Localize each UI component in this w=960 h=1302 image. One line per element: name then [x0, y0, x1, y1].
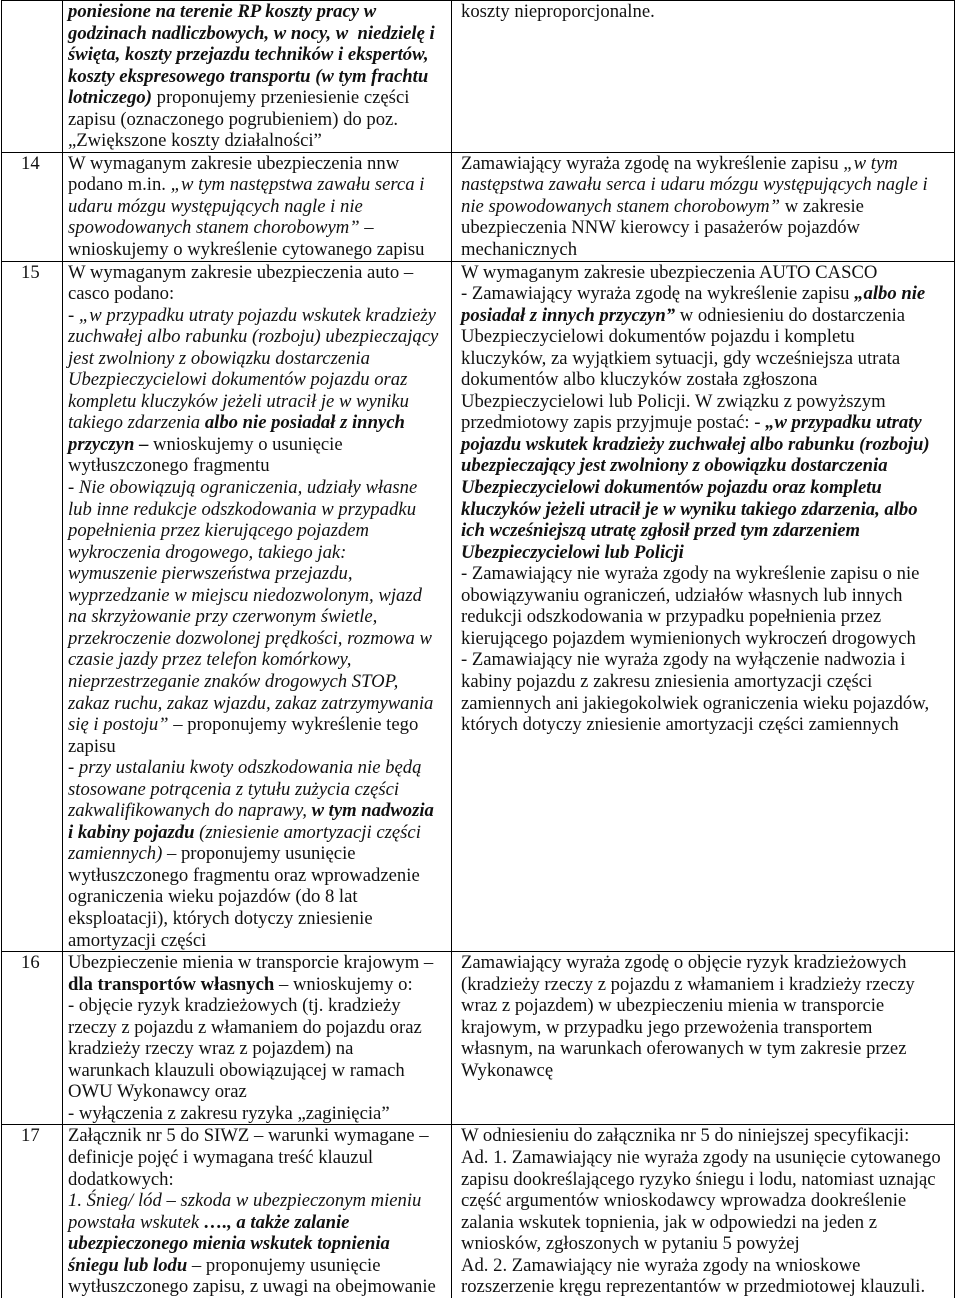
- question-line: [68, 930, 451, 952]
- question-text: albo nie posiadał z innych: [204, 412, 405, 434]
- question-text: wnioskujemy o wykreślenie cytowanego zapisu: [68, 239, 425, 261]
- question-line: [68, 736, 451, 758]
- question-text: –: [134, 433, 149, 455]
- question-line: [68, 800, 451, 822]
- question-text: zapisu (oznaczonego pogrubieniem) do poz.: [68, 108, 398, 130]
- answer-line: [461, 499, 954, 521]
- question-line: [68, 952, 451, 974]
- question-line: [68, 693, 451, 715]
- question-line: [68, 628, 451, 650]
- answer-line: [461, 1255, 954, 1277]
- answer-text: wraz z pojazdem) w ubezpieczeniu mienia w transporcie: [461, 995, 885, 1017]
- question-text: Ubezpieczenie mienia w transporcie krajowym –: [68, 952, 434, 974]
- question-text: …., a także zalanie: [203, 1211, 350, 1233]
- question-text: dla transportów własnych: [68, 973, 275, 995]
- question-cell: [63, 152, 452, 261]
- question-text: zakwalifikowanych do naprawy,: [68, 800, 312, 822]
- question-text: powstała wskutek: [68, 1211, 204, 1233]
- answer-line: [461, 153, 954, 175]
- answer-text: kluczyków, za wyjątkiem sytuacji, gdy wcześniejsza utrata: [461, 347, 901, 369]
- answer-text: W wymaganym zakresie ubezpieczenia AUTO CASCO: [461, 261, 878, 283]
- question-text: 1. Śnieg/ lód – szkoda w ubezpieczonym mieniu: [68, 1190, 422, 1212]
- question-text: kompletu kluczyków jeżeli utracił je w wyniku: [68, 390, 409, 412]
- question-line: [68, 908, 451, 930]
- answer-text: przedmiotowy zapis przyjmuje postać: -: [461, 412, 766, 434]
- question-line: [68, 239, 451, 261]
- question-cell: [63, 1125, 452, 1298]
- question-line: [68, 1212, 451, 1234]
- answer-text: ich wcześniejszą utratę zgłosił przed tym zdarzeniem: [461, 520, 861, 542]
- answer-line: [461, 348, 954, 370]
- question-text: definicje pojęć i wymagana treść klauzul: [68, 1146, 374, 1168]
- answer-line: [461, 477, 954, 499]
- answer-text: kluczyków jeżeli utracił je w wyniku takiego zdarzenia, albo: [461, 498, 918, 520]
- answer-text: mechanicznych: [461, 239, 578, 261]
- answer-line: [461, 1190, 954, 1212]
- table-row: [2, 952, 955, 1125]
- table-row: [2, 261, 955, 952]
- answer-text: w odniesieniu do dostarczenia: [675, 304, 906, 326]
- question-line: [68, 1190, 451, 1212]
- question-line: [68, 1125, 451, 1147]
- question-text: na skrzyżowanie przy czerwonym świetle,: [68, 606, 378, 628]
- question-line: [68, 974, 451, 996]
- answer-line: [461, 305, 954, 327]
- question-line: [68, 262, 451, 284]
- question-line: [68, 1081, 451, 1103]
- question-text: „w przypadku utraty pojazdu wskutek kradzieży: [78, 304, 436, 326]
- question-text: – proponujemy usunięcie: [162, 843, 356, 865]
- question-text: - objęcie ryzyk kradzieżowych (tj. kradzieży: [68, 995, 401, 1017]
- question-text: stosowane potrącenia z tytułu zużycia części: [68, 778, 400, 800]
- question-text: proponujemy przeniesienie części: [151, 87, 410, 109]
- answer-text: kierującego pojazdem wymienionych wykroczeń drogowych: [461, 627, 916, 649]
- answer-text: pojazdu wskutek kradzieży zuchwałej albo rabunku (rozboju): [461, 433, 930, 455]
- answer-line: [461, 693, 954, 715]
- question-text: - przy ustalaniu kwoty odszkodowania nie będą: [68, 757, 422, 779]
- answer-cell: [452, 1125, 955, 1298]
- question-text: godzinach nadliczbowych, w nocy, w niedzielę i: [68, 22, 435, 44]
- answer-line: [461, 262, 954, 284]
- question-text: -: [68, 304, 79, 326]
- question-text: wnioskujemy o usunięcie: [148, 433, 343, 455]
- question-text: Załącznik nr 5 do SIWZ – warunki wymagane –: [68, 1125, 429, 1147]
- question-line: [68, 1, 451, 23]
- answer-line: [461, 196, 954, 218]
- answer-line: [461, 434, 954, 456]
- question-text: zamiennych): [68, 843, 163, 865]
- question-line: [68, 542, 451, 564]
- question-text: casco podano:: [68, 283, 175, 305]
- question-line: [68, 585, 451, 607]
- question-text: zapisu: [68, 735, 116, 757]
- question-text: lotniczego): [68, 87, 152, 109]
- question-line: [68, 196, 451, 218]
- answer-text: „w przypadku utraty: [765, 412, 922, 434]
- answer-text: „albo nie: [854, 283, 926, 305]
- question-line: [68, 1233, 451, 1255]
- question-text: święta, koszty przejazdu techników i ekspertów,: [68, 44, 429, 66]
- question-text: spowodowanych stanem chorobowym”: [68, 217, 360, 239]
- answer-line: [461, 1060, 954, 1082]
- question-line: [68, 477, 451, 499]
- answer-text: Ubezpieczycielowi lub Policji. W związku z powyższym: [461, 390, 886, 412]
- question-text: Ubezpieczycielowi dokumentów pojazdu oraz: [68, 369, 408, 391]
- question-line: [68, 412, 451, 434]
- question-text: ubezpieczonego mienia wskutek topnienia: [68, 1233, 390, 1255]
- question-line: [68, 44, 451, 66]
- question-line: [68, 1276, 451, 1298]
- question-line: [68, 671, 451, 693]
- row-number: 14: [2, 152, 63, 261]
- question-text: wyprzedzanie w miejscu niedozwolonym, wjazd: [68, 584, 422, 606]
- question-text: popełnienia przez kierującego pojazdem: [68, 520, 370, 542]
- answer-line: [461, 649, 954, 671]
- question-text: wytłuszczonego fragmentu: [68, 455, 270, 477]
- answer-text: kabiny pojazdu z zakresu zniesienia amortyzacji części: [461, 670, 873, 692]
- table-body: [2, 1, 955, 1298]
- question-text: OWU Wykonawcy oraz: [68, 1081, 247, 1103]
- question-text: wytłuszczonego zapisu, z uwagi na obejmowanie: [68, 1276, 436, 1298]
- question-text: się i postoju”: [68, 714, 169, 736]
- question-text: śniegu lub lodu: [68, 1254, 188, 1276]
- answer-text: Zamawiający wyraża zgodę o objęcie ryzyk kradzieżowych: [461, 952, 907, 974]
- answer-line: [461, 974, 954, 996]
- question-text: W wymaganym zakresie ubezpieczenia auto –: [68, 261, 414, 283]
- question-text: jest zwolniony z obowiązku dostarczenia: [68, 347, 370, 369]
- question-text: „w tym następstwa zawału serca i: [170, 174, 425, 196]
- question-text: - Nie obowiązują ograniczenia, udziały własne: [68, 477, 418, 499]
- question-text: wymuszenie pierwszeństwa przejazdu,: [68, 563, 353, 585]
- answer-line: [461, 1125, 954, 1147]
- row-number: 15: [2, 261, 63, 952]
- answer-cell: [452, 1, 955, 153]
- answer-text: - Zamawiający wyraża zgodę na wykreślenie zapisu: [461, 283, 855, 305]
- question-text: zuchwałej albo rabunku (rozboju) ubezpieczający: [68, 326, 439, 348]
- answer-text: własnym, na warunkach oferowanych w tym zakresie przez: [461, 1038, 907, 1060]
- questions-answers-table: [1, 0, 955, 1298]
- question-text: – wnioskujemy o:: [274, 973, 413, 995]
- answer-line: [461, 369, 954, 391]
- answer-line: [461, 239, 954, 261]
- answer-line: [461, 1212, 954, 1234]
- question-line: [68, 434, 451, 456]
- question-text: podano m.in.: [68, 174, 171, 196]
- question-text: wykroczenia drogowego, takiego jak:: [68, 541, 347, 563]
- answer-text: Ad. 2. Zamawiający nie wyraża zgody na wnioskowe: [461, 1254, 861, 1276]
- question-text: eksploatacji), których dotyczy zniesienie: [68, 907, 373, 929]
- question-text: czasie jazdy przez telefon komórkowy,: [68, 649, 352, 671]
- answer-text: ubezpieczający jest zwolniony z obowiązku dostarczenia: [461, 455, 888, 477]
- answer-line: [461, 174, 954, 196]
- question-text: „Zwiększone koszty działalności”: [68, 130, 322, 152]
- answer-line: [461, 1169, 954, 1191]
- question-line: [68, 66, 451, 88]
- answer-cell: [452, 152, 955, 261]
- question-line: [68, 1060, 451, 1082]
- question-text: warunkach klauzuli obowiązującej w ramach: [68, 1059, 405, 1081]
- row-number: 16: [2, 952, 63, 1125]
- question-line: [68, 348, 451, 370]
- answer-cell: [452, 952, 955, 1125]
- question-line: [68, 391, 451, 413]
- question-line: [68, 305, 451, 327]
- question-line: [68, 995, 451, 1017]
- answer-line: [461, 326, 954, 348]
- answer-line: [461, 542, 954, 564]
- question-text: W wymaganym zakresie ubezpieczenia nnw: [68, 152, 400, 174]
- question-text: lub inne redukcje odszkodowania w przypadku: [68, 498, 417, 520]
- question-line: [68, 822, 451, 844]
- question-text: takiego zdarzenia: [68, 412, 205, 434]
- question-text: amortyzacji części: [68, 929, 207, 951]
- answer-text: których dotyczy zniesienie amortyzacji części zamiennych: [461, 714, 899, 736]
- question-text: poniesione na terenie RP koszty pracy w: [68, 1, 377, 22]
- answer-text: posiadał z innych przyczyn”: [461, 304, 676, 326]
- table-row: [2, 1125, 955, 1298]
- question-line: [68, 455, 451, 477]
- answer-text: W odniesieniu do załącznika nr 5 do niniejszej specyfikacji:: [461, 1125, 910, 1147]
- question-line: [68, 606, 451, 628]
- question-text: wytłuszczonego fragmentu oraz wprowadzenie: [68, 864, 420, 886]
- answer-text: zamiennych ani jakiegokolwiek ograniczenia wieku pojazdów,: [461, 692, 930, 714]
- question-line: [68, 757, 451, 779]
- answer-line: [461, 1233, 954, 1255]
- answer-line: [461, 995, 954, 1017]
- table-row: [2, 152, 955, 261]
- question-text: zakaz ruchu, zakaz wjazdu, zakaz zatrzymywania: [68, 692, 434, 714]
- question-text: w tym nadwozia: [311, 800, 434, 822]
- question-text: udaru mózgu występujących nagle i nie: [68, 195, 363, 217]
- question-line: [68, 283, 451, 305]
- answer-text: zalania wskutek topnienia, jak w odpowiedzi na jeden z: [461, 1211, 877, 1233]
- question-text: przekroczenie dozwolonej prędkości, rozmowa w: [68, 627, 432, 649]
- answer-line: [461, 455, 954, 477]
- question-line: [68, 1169, 451, 1191]
- question-line: [68, 649, 451, 671]
- question-text: ograniczenia wieku pojazdów (do 8 lat: [68, 886, 358, 908]
- answer-line: [461, 1, 954, 23]
- table-row: [2, 1, 955, 153]
- question-line: [68, 217, 451, 239]
- answer-text: „w tym: [843, 152, 898, 174]
- answer-line: [461, 952, 954, 974]
- question-line: [68, 499, 451, 521]
- question-line: [68, 1255, 451, 1277]
- question-line: [68, 87, 451, 109]
- question-text: i kabiny pojazdu: [68, 821, 195, 843]
- answer-text: obowiązywaniu ograniczeń, udziałów własnych lub innych: [461, 584, 903, 606]
- answer-line: [461, 520, 954, 542]
- question-text: nieprzestrzeganie znaków drogowych STOP,: [68, 670, 399, 692]
- question-text: – proponujemy usunięcie: [187, 1254, 381, 1276]
- question-text: - wyłączenia z zakresu ryzyka „zaginięcia”: [68, 1102, 390, 1124]
- answer-text: Ad. 1. Zamawiający nie wyraża zgody na usunięcie cytowanego: [461, 1146, 941, 1168]
- answer-line: [461, 671, 954, 693]
- answer-line: [461, 714, 954, 736]
- question-line: [68, 843, 451, 865]
- question-line: [68, 779, 451, 801]
- question-cell: [63, 261, 452, 952]
- answer-line: [461, 283, 954, 305]
- question-cell: [63, 952, 452, 1125]
- answer-text: ubezpieczenia NNW kierowcy i pasażerów pojazdów: [461, 217, 861, 239]
- answer-text: krajowym, w przypadku jego przewożenia transportem: [461, 1016, 873, 1038]
- question-line: [68, 109, 451, 131]
- answer-text: - Zamawiający nie wyraża zgody na wykreślenie zapisu o nie: [461, 563, 920, 585]
- answer-line: [461, 217, 954, 239]
- answer-cell: [452, 261, 955, 952]
- question-line: [68, 520, 451, 542]
- answer-text: w zakresie: [780, 195, 864, 217]
- question-line: [68, 886, 451, 908]
- answer-line: [461, 563, 954, 585]
- answer-line: [461, 1276, 954, 1298]
- answer-text: nie spowodowanych stanem chorobowym”: [461, 195, 781, 217]
- answer-text: - Zamawiający nie wyraża zgody na wyłączenie nadwozia i: [461, 649, 906, 671]
- question-line: [68, 326, 451, 348]
- answer-text: następstwa zawału serca i udaru mózgu występujących nagle i: [461, 174, 928, 196]
- answer-line: [461, 628, 954, 650]
- answer-line: [461, 1038, 954, 1060]
- question-text: rzeczy z pojazdu z włamaniem do pojazdu oraz: [68, 1016, 422, 1038]
- question-line: [68, 1147, 451, 1169]
- answer-text: (kradzieży rzeczy z pojazdu z włamaniem i kradzieży rzeczy: [461, 973, 915, 995]
- row-number: 17: [2, 1125, 63, 1298]
- answer-text: dokumentów albo kluczyków została zgłoszona: [461, 369, 818, 391]
- question-line: [68, 23, 451, 45]
- answer-text: Ubezpieczycielowi lub Policji: [461, 541, 684, 563]
- answer-text: Zamawiający wyraża zgodę na wykreślenie zapisu: [461, 152, 844, 174]
- answer-text: redukcji odszkodowania w przypadku popełnienia przez: [461, 606, 882, 628]
- question-text: kradzieży rzeczy wraz z pojazdem) na: [68, 1038, 354, 1060]
- question-line: [68, 153, 451, 175]
- question-text: (zniesienie amortyzacji części: [194, 821, 421, 843]
- answer-text: część argumentów wnioskodawcy wprowadza dookreślenie: [461, 1190, 907, 1212]
- answer-text: Wykonawcę: [461, 1059, 554, 1081]
- question-text: przyczyn: [68, 433, 135, 455]
- question-text: – proponujemy wykreślenie tego: [168, 714, 419, 736]
- question-line: [68, 563, 451, 585]
- answer-line: [461, 391, 954, 413]
- question-line: [68, 1017, 451, 1039]
- question-line: [68, 1038, 451, 1060]
- question-text: koszty ekspresowego transportu (w tym frachtu: [68, 65, 429, 87]
- question-text: dodatkowych:: [68, 1168, 174, 1190]
- answer-line: [461, 1147, 954, 1169]
- question-line: [68, 130, 451, 152]
- row-number: [2, 1, 63, 153]
- answer-text: zapisu dookreślającego ryzyko śniegu i lodu, natomiast uznając: [461, 1168, 936, 1190]
- question-cell: [63, 1, 452, 153]
- answer-line: [461, 585, 954, 607]
- question-line: [68, 174, 451, 196]
- answer-line: [461, 412, 954, 434]
- answer-line: [461, 1017, 954, 1039]
- answer-text: rozszerzenie kręgu reprezentantów w przedmiotowej klauzuli.: [461, 1276, 926, 1298]
- question-text: –: [359, 217, 374, 239]
- answer-text: Ubezpieczycielowi dokumentów pojazdu i kompletu: [461, 326, 855, 348]
- answer-text: koszty nieproporcjonalne.: [461, 1, 655, 22]
- question-line: [68, 1103, 451, 1125]
- answer-line: [461, 606, 954, 628]
- answer-text: wniosków, zgłoszonych w pytaniu 5 powyżej: [461, 1233, 800, 1255]
- question-line: [68, 714, 451, 736]
- question-line: [68, 369, 451, 391]
- question-line: [68, 865, 451, 887]
- answer-text: Ubezpieczycielowi dokumentów pojazdu oraz kompletu: [461, 477, 882, 499]
